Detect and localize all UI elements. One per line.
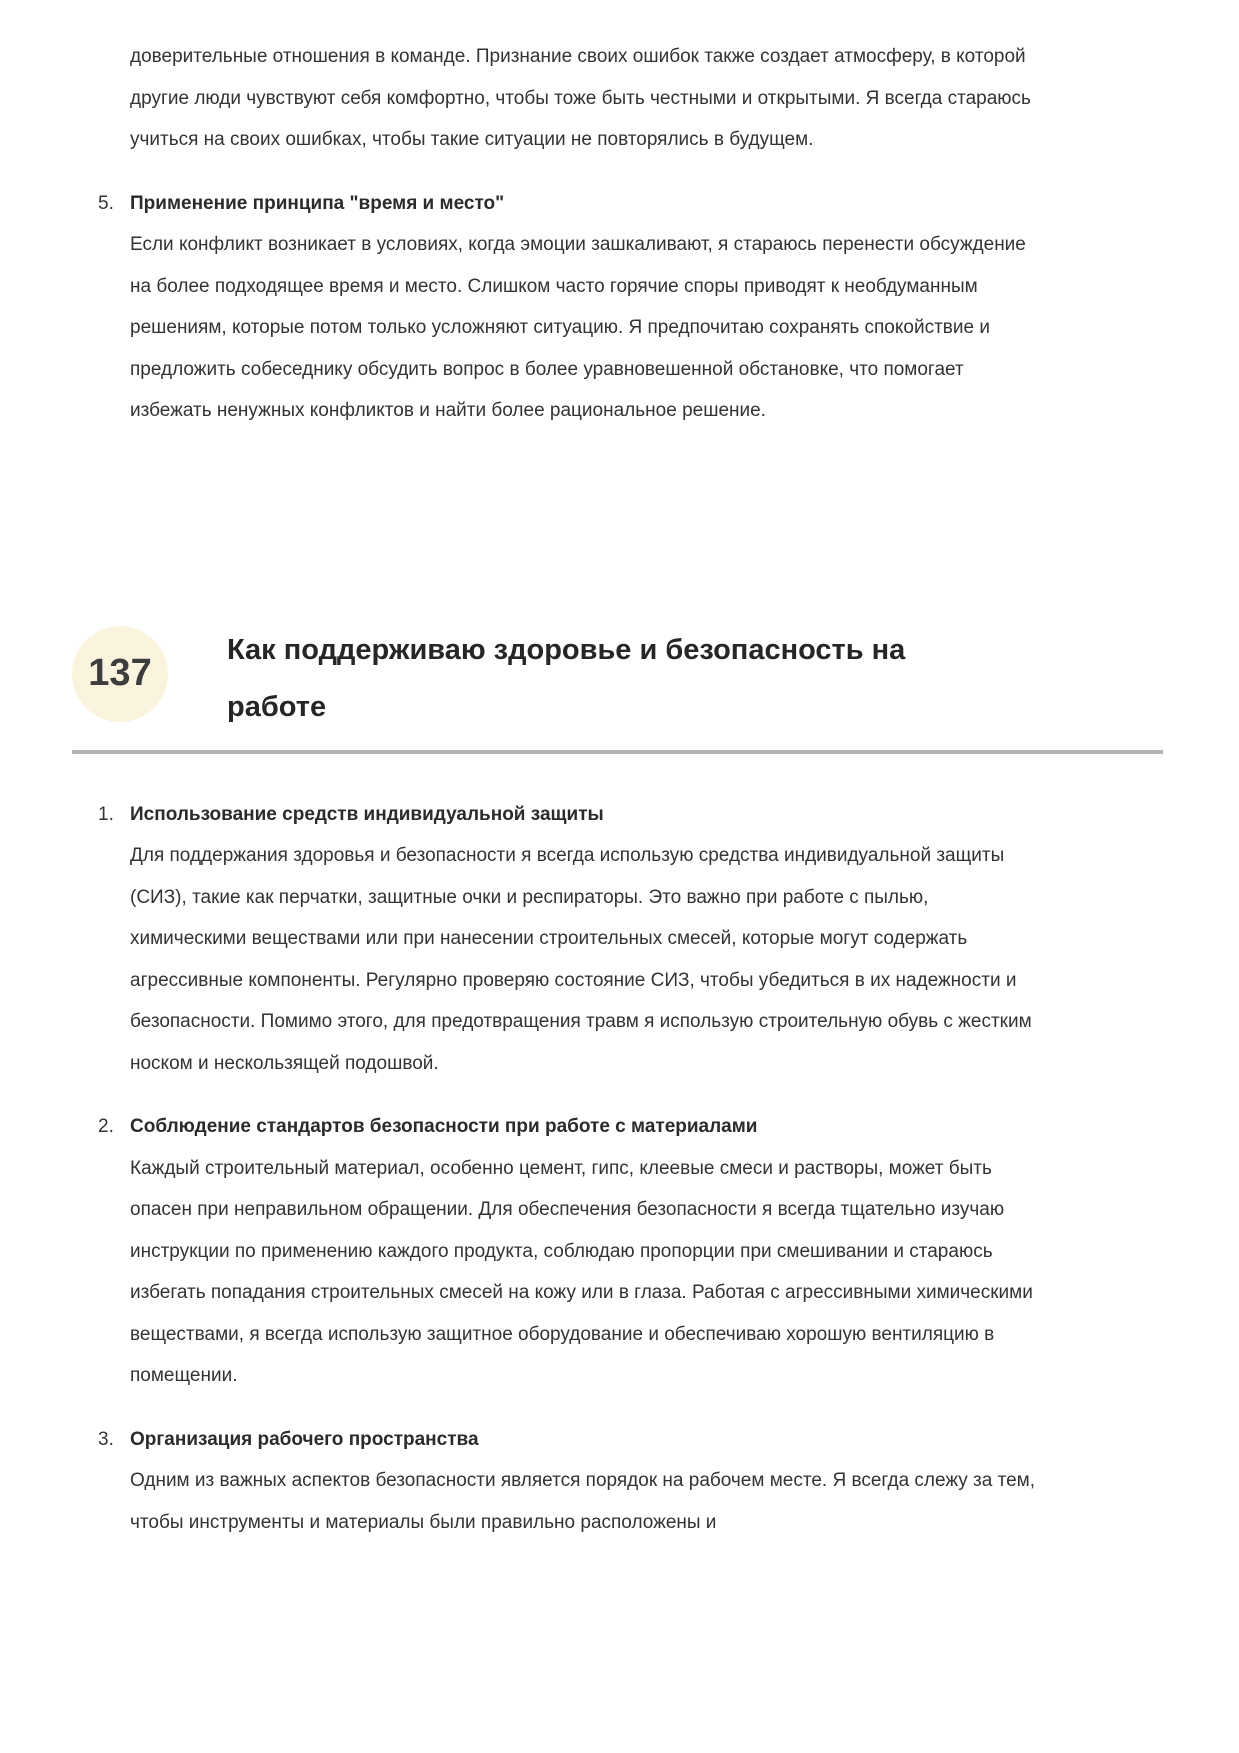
- list-item: [72, 1106, 1163, 1397]
- list-item-title: Организация рабочего пространства: [130, 1428, 479, 1450]
- list-item-content: [130, 1419, 1163, 1544]
- list-item-text: Если конфликт возникает в условиях, когда эмоции зашкаливают, я стараюсь перенести обсуждение на более подходящее время и место. Слишком часто горячие споры приводят к необдуманным решениям, которые потом только усложняют ситуацию. Я предпочитаю сохранять спокойствие и предложить собеседнику обсудить вопрос в более уравновешенной обстановке, что помогает избежать ненужных конфликтов и найти более рациональное решение.: [130, 234, 1026, 421]
- section-title: Как поддерживаю здоровье и безопасность на работе: [227, 633, 906, 723]
- question-number-badge: 137: [72, 626, 168, 722]
- list-item-content: [130, 1106, 1163, 1397]
- list-item-content: [130, 794, 1163, 1085]
- list-item-number: 3.: [98, 1428, 114, 1450]
- list-item: [72, 794, 1163, 1085]
- list-item-text: Каждый строительный материал, особенно цемент, гипс, клеевые смеси и растворы, может быть опасен при неправильном обращении. Для обеспечения безопасности я всегда тщательно изучаю инструкции по применению каждого продукта, соблюдаю пропорции при смешивании и стараюсь избегать попадания строительных смесей на кожу или в глаза. Работая с агрессивными химическими веществами, я всегда использую защитное оборудование и обеспечиваю хорошую вентиляцию в помещении.: [130, 1157, 1033, 1386]
- list-item-title: Соблюдение стандартов безопасности при работе с материалами: [130, 1116, 758, 1137]
- section-header: [72, 622, 1163, 736]
- section-divider: [72, 750, 1163, 754]
- list-item-title: Применение принципа "время и место": [130, 192, 505, 214]
- list-item-content: [130, 183, 1163, 432]
- list-item: [72, 183, 1163, 432]
- list-item-text: Одним из важных аспектов безопасности является порядок на рабочем месте. Я всегда слежу за тем, чтобы инструменты и материалы были правильно расположены и: [130, 1470, 1036, 1533]
- safety-answer-list: [72, 794, 1163, 1544]
- list-item-title: Использование средств индивидуальной защиты: [130, 803, 604, 825]
- previous-answer-list: [72, 183, 1163, 432]
- list-item: [72, 1419, 1163, 1544]
- list-item-number: 2.: [98, 1116, 114, 1137]
- list-item-number: 1.: [98, 803, 114, 825]
- list-item-number: 5.: [98, 192, 114, 214]
- intro-continuation-paragraph: доверительные отношения в команде. Признание своих ошибок также создает атмосферу, в которой другие люди чувствуют себя комфортно, чтобы тоже быть честными и открытыми. Я всегда стараюсь учиться на своих ошибках, чтобы такие ситуации не повторялись в будущем.: [130, 46, 1031, 150]
- list-item-text: Для поддержания здоровья и безопасности я всегда использую средства индивидуальной защиты (СИЗ), такие как перчатки, защитные очки и респираторы. Это важно при работе с пылью, химическими веществами или при нанесении строительных смесей, которые могут содержать агрессивные компоненты. Регулярно проверяю состояние СИЗ, чтобы убедиться в их надежности и безопасности. Помимо этого, для предотвращения травм я использую строительную обувь с жестким носком и нескользящей подошвой.: [130, 845, 1032, 1074]
